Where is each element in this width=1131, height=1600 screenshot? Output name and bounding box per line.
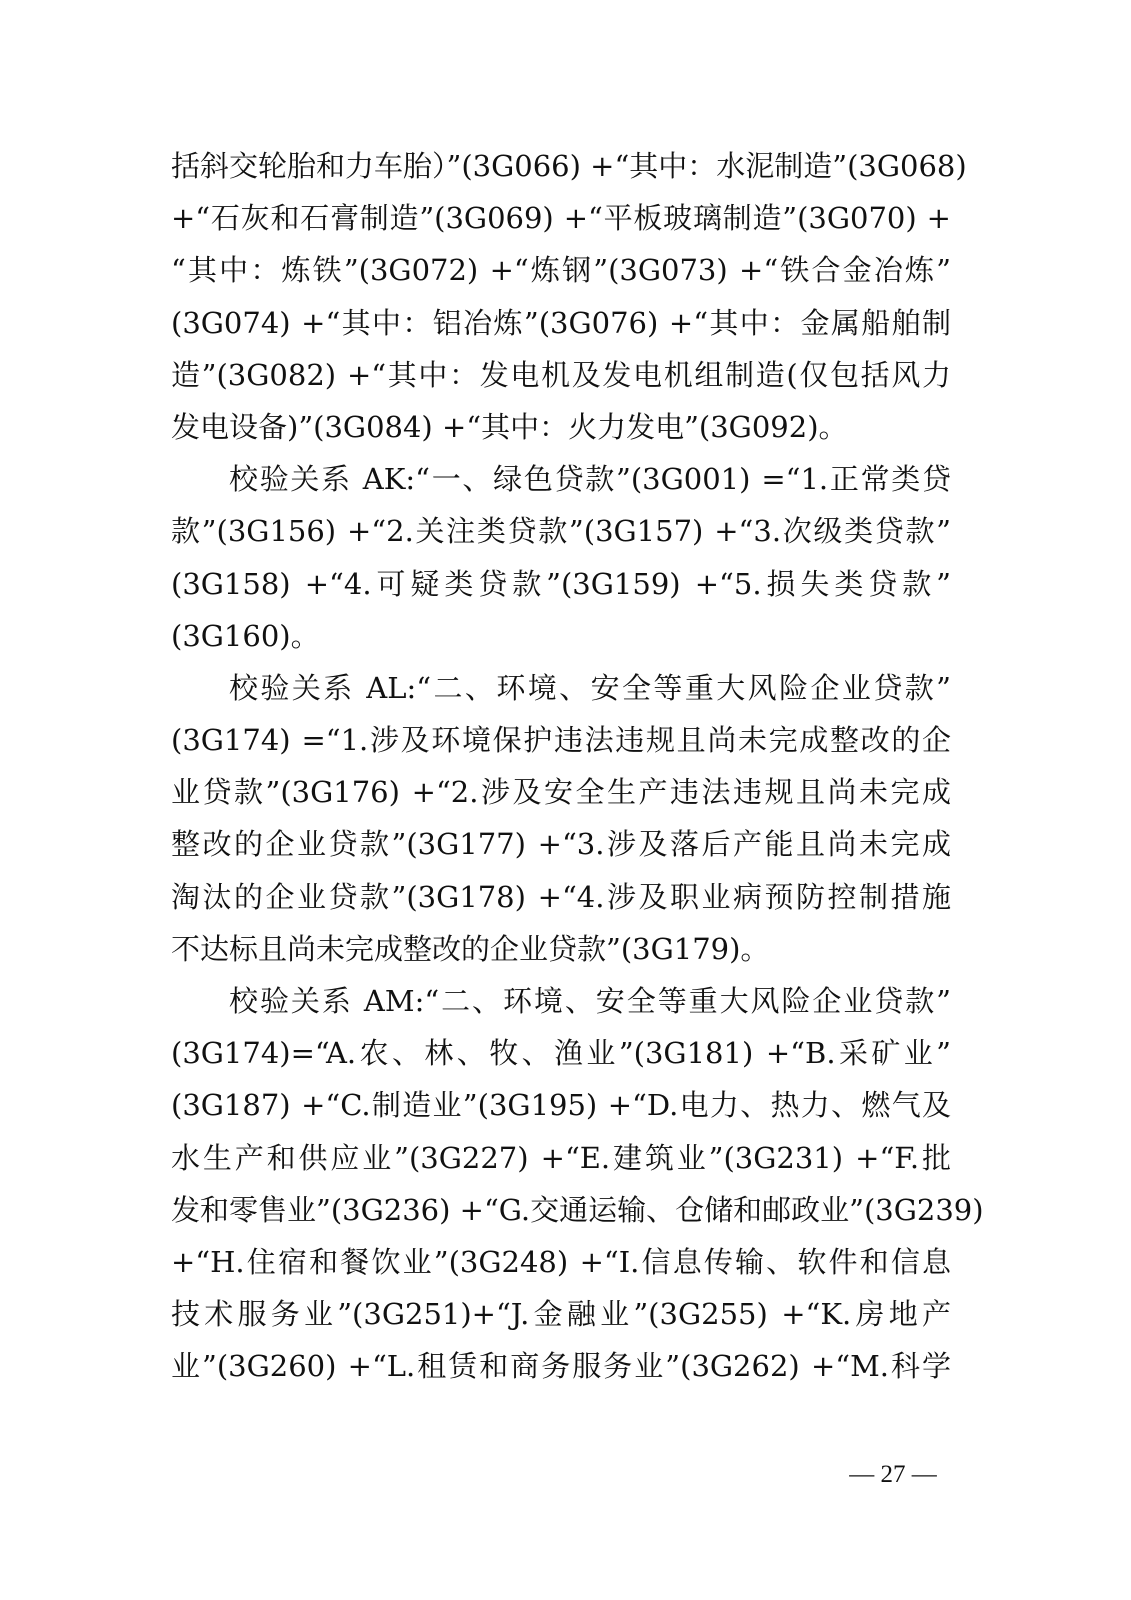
paragraph-am-line-1: 校验关系 AM:“二、环境、安全等重大风险企业贷款” bbox=[229, 984, 951, 1018]
text-line-6: 发电设备)”(3G084) +“其中：火力发电”(3G092)。 bbox=[171, 409, 848, 444]
paragraph-al-line-2: (3G174) =“1.涉及环境保护违法违规且尚未完成整改的企 bbox=[171, 723, 951, 758]
paragraph-am-line-4: 水生产和供应业”(3G227) +“E.建筑业”(3G231) +“F.批 bbox=[171, 1140, 951, 1175]
text-line-5: 造”(3G082) +“其中：发电机及发电机组制造(仅包括风力 bbox=[171, 357, 951, 392]
paragraph-al-line-4: 整改的企业贷款”(3G177) +“3.涉及落后产能且尚未完成 bbox=[171, 827, 951, 862]
text-line-1: 括斜交轮胎和力车胎）”(3G066) +“其中：水泥制造”(3G068) bbox=[171, 149, 967, 183]
paragraph-am-line-7: 技术服务业”(3G251)+“J.金融业”(3G255) +“K.房地产 bbox=[171, 1297, 951, 1332]
paragraph-al-line-1: 校验关系 AL:“二、环境、安全等重大风险企业贷款” bbox=[229, 670, 951, 705]
paragraph-am-line-2: (3G174)=“A.农、林、牧、渔业”(3G181) +“B.采矿业” bbox=[171, 1036, 951, 1071]
paragraph-am-line-5: 发和零售业”(3G236) +“G.交通运输、仓储和邮政业”(3G239) bbox=[171, 1192, 984, 1227]
paragraph-ak-line-1: 校验关系 AK:“一、绿色贷款”(3G001) =“1.正常类贷 bbox=[229, 462, 951, 497]
text-line-3: “其中：炼铁”(3G072) +“炼钢”(3G073) +“铁合金冶炼” bbox=[171, 253, 951, 288]
page-number: — 27 — bbox=[849, 1461, 937, 1488]
paragraph-ak-line-2: 款”(3G156) +“2.关注类贷款”(3G157) +“3.次级类贷款” bbox=[171, 514, 951, 549]
paragraph-ak-line-4: (3G160)。 bbox=[171, 618, 320, 653]
paragraph-ak-line-3: (3G158) +“4.可疑类贷款”(3G159) +“5.损失类贷款” bbox=[171, 566, 951, 601]
paragraph-al-line-5: 淘汰的企业贷款”(3G178) +“4.涉及职业病预防控制措施 bbox=[171, 879, 951, 914]
paragraph-al-line-6: 不达标且尚未完成整改的企业贷款”(3G179)。 bbox=[171, 931, 770, 966]
paragraph-am-line-6: +“H.住宿和餐饮业”(3G248) +“I.信息传输、软件和信息 bbox=[171, 1244, 951, 1279]
document-body bbox=[171, 140, 984, 1393]
paragraph-am-line-8: 业”(3G260) +“L.租赁和商务服务业”(3G262) +“M.科学 bbox=[171, 1349, 951, 1384]
text-line-2: +“石灰和石膏制造”(3G069) +“平板玻璃制造”(3G070) + bbox=[171, 201, 951, 236]
paragraph-al-line-3: 业贷款”(3G176) +“2.涉及安全生产违法违规且尚未完成 bbox=[171, 775, 951, 810]
paragraph-am-line-3: (3G187) +“C.制造业”(3G195) +“D.电力、热力、燃气及 bbox=[171, 1088, 951, 1123]
text-line-4: (3G074) +“其中：铝冶炼”(3G076) +“其中：金属船舶制 bbox=[171, 305, 951, 340]
